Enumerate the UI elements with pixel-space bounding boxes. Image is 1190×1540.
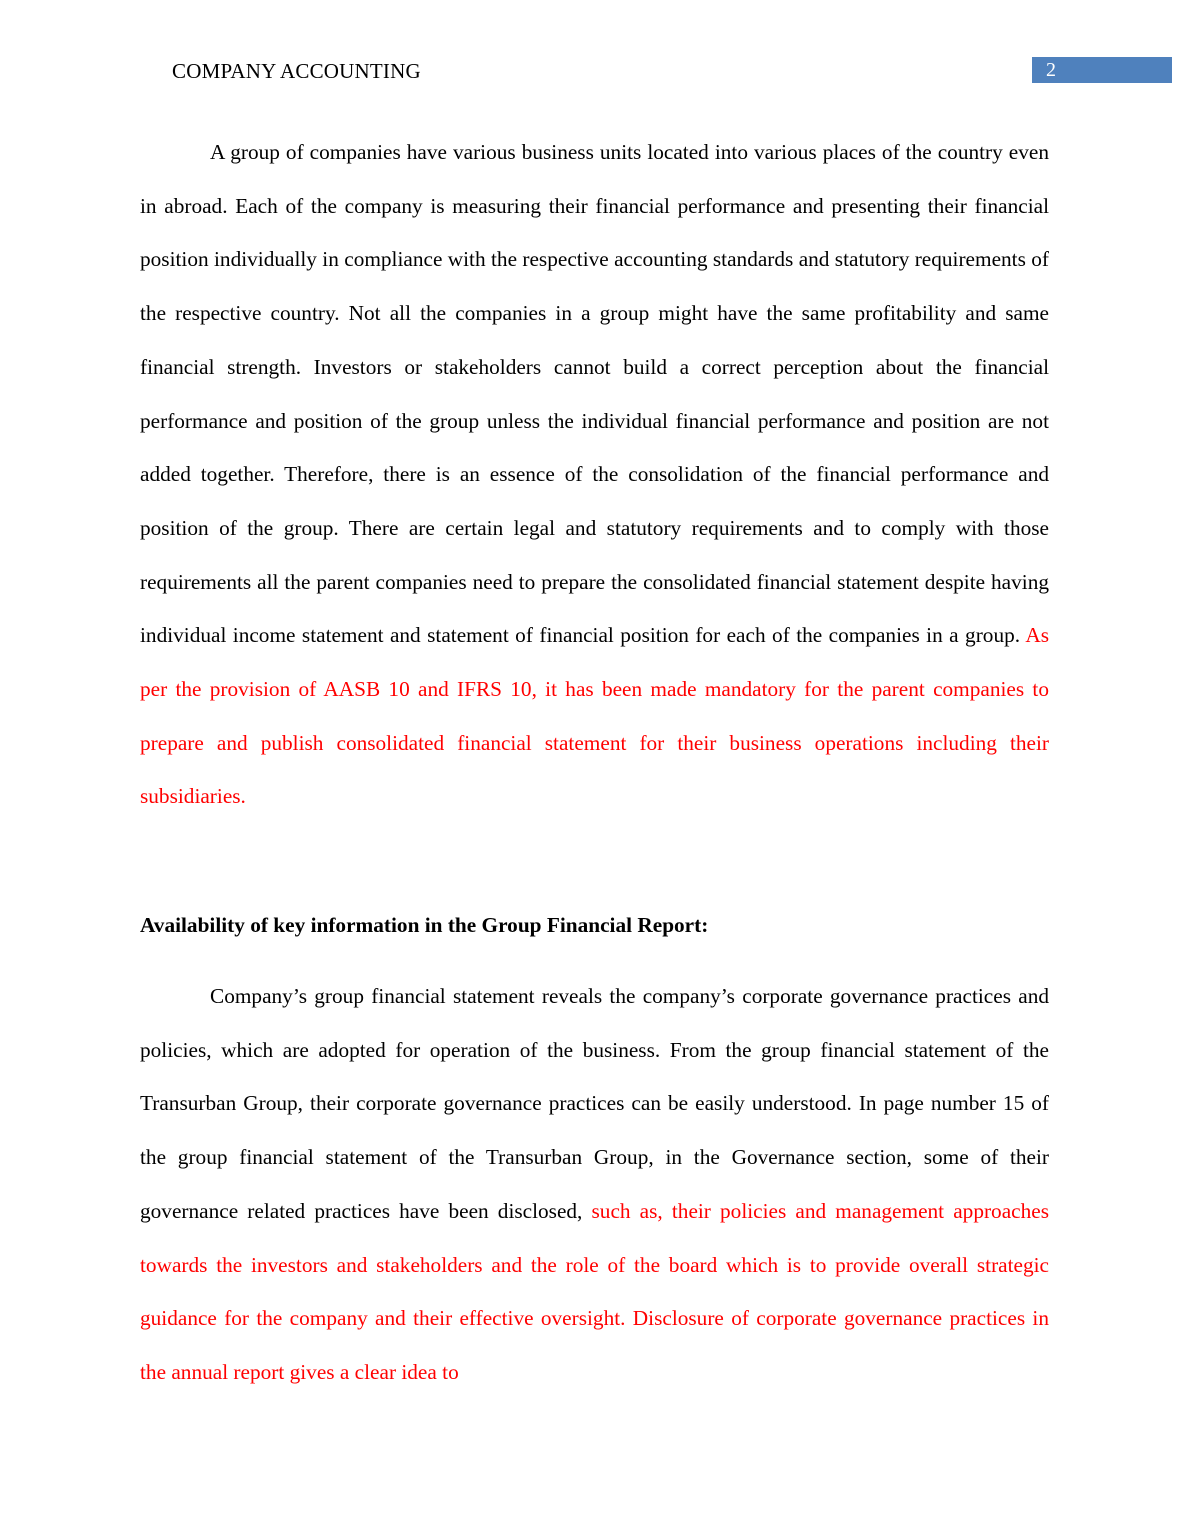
header-title: COMPANY ACCOUNTING	[172, 59, 421, 83]
page-number: 2	[1046, 59, 1056, 81]
intro-paragraph	[140, 126, 1049, 824]
section-heading: Availability of key information in the Group Financial Report:	[140, 913, 709, 937]
governance-paragraph	[140, 970, 1049, 1400]
governance-paragraph-text: Company’s group financial statement reveals the company’s corporate governance practices and policies, which are adopted for operation of the business. From the group financial statement of the Transurban Group, their corporate governance practices can be easily understood. In page number 15 of the group financial statement of the Transurban Group, in the Governance section, some of their governance related practices have been disclosed,	[140, 984, 1049, 1223]
intro-paragraph-highlight: As per the provision of AASB 10 and IFRS 10, it has been made mandatory for the parent companies to prepare and publish consolidated financial statement for their business operations including their subsidiaries.	[140, 623, 1049, 809]
page-number-badge	[1032, 57, 1172, 83]
governance-paragraph-highlight: such as, their policies and management approaches towards the investors and stakeholders and the role of the board which is to provide overall strategic guidance for the company and their effective oversight. Disclosure of corporate governance practices in the annual report gives a clear idea to	[140, 1198, 1049, 1384]
intro-paragraph-text: A group of companies have various business units located into various places of the country even in abroad. Each of the company is measuring their financial performance and presenting their financial position individually in compliance with the respective accounting standards and statutory requirements of the respective country. Not all the companies in a group might have the same profitability and same financial strength. Investors or stakeholders cannot build a correct perception about the financial performance and position of the group unless the individual financial performance and position are not added together. Therefore, there is an essence of the consolidation of the financial performance and position of the group. There are certain legal and statutory requirements and to comply with those requirements all the parent companies need to prepare the consolidated financial statement despite having individual income statement and statement of financial position for each of the companies in a group.	[140, 140, 1049, 648]
